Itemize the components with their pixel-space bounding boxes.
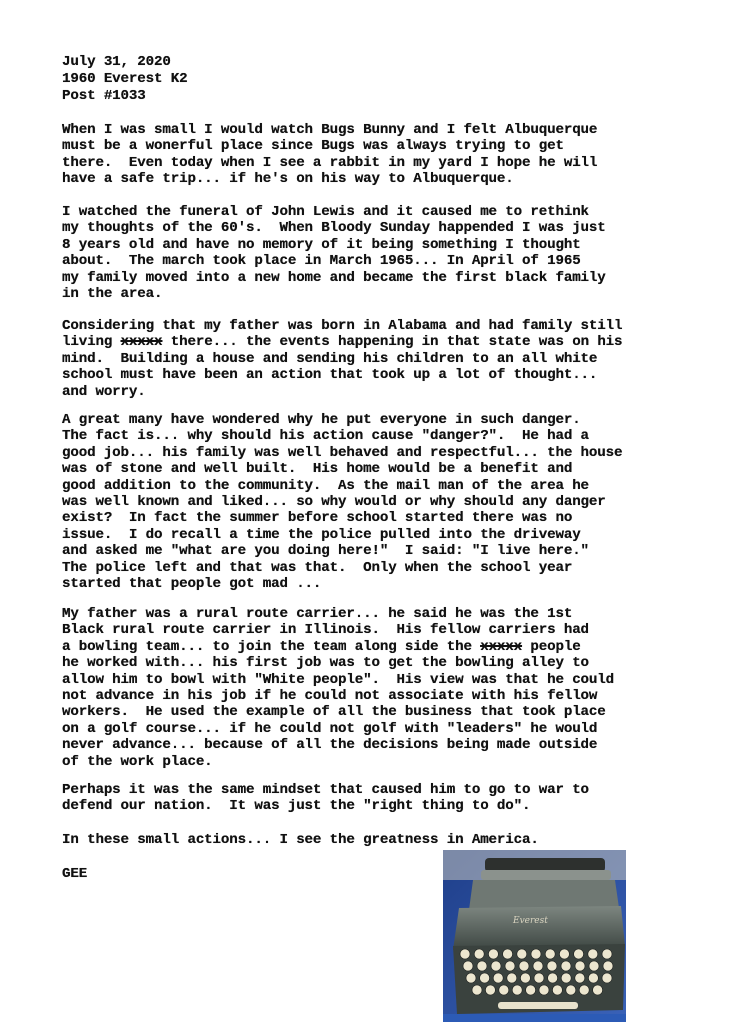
typewriter-key [561, 973, 571, 983]
typewriter-key [491, 961, 501, 971]
typewriter-key [552, 985, 562, 995]
letter-line: a bowling team... to join the team along side the xxxxx people [62, 638, 581, 655]
letter-line: there. Even today when I see a rabbit in my yard I hope he will [62, 154, 598, 171]
typewriter-key [485, 985, 495, 995]
letter-line: and asked me "what are you doing here!" I said: "I live here." [62, 543, 589, 560]
letter-line: about. The march took place in March 1965... In April of 1965 [62, 253, 581, 270]
struck-out-word: xxxxx [480, 638, 523, 655]
typewriter-key [575, 961, 585, 971]
typewriter-key [505, 961, 515, 971]
letter-line: of the work place. [62, 753, 213, 770]
letter-model: 1960 Everest K2 [62, 71, 188, 87]
letter-line: was well known and liked... so why would or why should any danger [62, 494, 606, 510]
letter-line: school must have been an action that took up a lot of thought... [62, 367, 598, 384]
typewriter-key [480, 973, 490, 983]
typewriter-key [526, 985, 536, 995]
letter-line: in the area. [62, 286, 163, 302]
letter-line: My father was a rural route carrier... he said he was the 1st [62, 606, 573, 622]
typewriter-key [503, 949, 513, 959]
letter-line: not advance in his job if he could not associate with his fellow [62, 688, 598, 704]
letter-signature: GEE [62, 866, 88, 882]
letter-line: Black rural route carrier in Illinois. His fellow carriers had [62, 622, 589, 639]
typewriter-key [566, 985, 576, 995]
typewriter-key [520, 973, 530, 983]
letter-line: and worry. [62, 383, 146, 400]
letter-line: 8 years old and have no memory of it being something I thought [62, 236, 581, 253]
typewriter-key [603, 961, 613, 971]
typewriter-key [534, 973, 544, 983]
typewriter-key [579, 985, 589, 995]
typewriter-key [512, 985, 522, 995]
typewriter-key [472, 985, 482, 995]
letter-line: he worked with... his first job was to get the bowling alley to [62, 655, 589, 672]
typewriter-key [588, 973, 598, 983]
letter-line: have a safe trip... if he's on his way to Albuquerque. [62, 171, 514, 188]
typewriter-key [531, 949, 541, 959]
typewriter-key [561, 961, 571, 971]
letter-line: Perhaps it was the same mindset that caused him to go to war to [62, 782, 589, 798]
typewriter-key [593, 985, 603, 995]
typewriter-key [602, 973, 612, 983]
letter-line: workers. He used the example of all the business that took place [62, 704, 606, 721]
letter-line: issue. I do recall a time the police pulled into the driveway [62, 526, 581, 543]
letter-line: In these small actions... I see the greatness in America. [62, 832, 539, 848]
letter-line: started that people got mad ... [62, 576, 322, 592]
typewriter-key [559, 949, 569, 959]
letter-line: allow him to bowl with "White people". His view was that he could [62, 671, 615, 688]
typewriter-key [466, 973, 476, 983]
typewriter-key [588, 949, 598, 959]
letter-line: A great many have wondered why he put everyone in such danger. [62, 412, 581, 428]
typewriter-brand: Everest [513, 916, 548, 926]
letter-line: must be a wonerful place since Bugs was always trying to get [62, 138, 564, 155]
typewriter-key [519, 961, 529, 971]
letter-line: exist? In fact the summer before school started there was no [62, 510, 573, 527]
letter-line: on a golf course... if he could not golf with "leaders" he would [62, 720, 598, 737]
letter-line: defend our nation. It was just the "right thing to do". [62, 798, 531, 815]
struck-out-word: xxxxx [120, 334, 163, 351]
letter-date: July 31, 2020 [62, 54, 171, 70]
letter-line: good job... his family was well behaved and respectful... the house [62, 444, 623, 461]
typewriter-key [574, 949, 584, 959]
typewriter-key [589, 961, 599, 971]
letter-line: my thoughts of the 60's. When Bloody Sunday happended I was just [62, 220, 606, 237]
letter-line: good addition to the community. As the mail man of the area he [62, 477, 589, 494]
typewriter-key [474, 949, 484, 959]
typewriter-key [477, 961, 487, 971]
letter-line: mind. Building a house and sending his children to an all white [62, 350, 598, 367]
typewriter-key [488, 949, 498, 959]
typewriter-photo [443, 850, 626, 1022]
typewriter-key [602, 949, 612, 959]
letter-line: The fact is... why should his action cause "danger?". He had a [62, 428, 589, 445]
typewriter-illustration [443, 850, 626, 1022]
typewriter-key [548, 973, 558, 983]
letter-line: never advance... because of all the decisions being made outside [62, 737, 598, 754]
typewriter-key [545, 949, 555, 959]
letter-line: The police left and that was that. Only when the school year [62, 559, 573, 576]
typewriter-key [533, 961, 543, 971]
typewriter-key [460, 949, 470, 959]
typewriter-key [539, 985, 549, 995]
typewriter-key [493, 973, 503, 983]
typewriter-key [517, 949, 527, 959]
typewriter-key [575, 973, 585, 983]
letter-line: my family moved into a new home and became the first black family [62, 269, 606, 286]
typewriter-key [463, 961, 473, 971]
typewriter-key [547, 961, 557, 971]
letter-line: living xxxxx there... the events happening in that state was on his [62, 334, 623, 351]
letter-post-number: Post #1033 [62, 88, 146, 104]
typewriter-key [507, 973, 517, 983]
letter-line: Considering that my father was born in Alabama and had family still [62, 318, 623, 334]
letter-line: was of stone and well built. His home would be a benefit and [62, 461, 573, 478]
letter-line: I watched the funeral of John Lewis and it caused me to rethink [62, 204, 589, 220]
typewriter-key [499, 985, 509, 995]
letter-line: When I was small I would watch Bugs Bunny and I felt Albuquerque [62, 122, 598, 138]
